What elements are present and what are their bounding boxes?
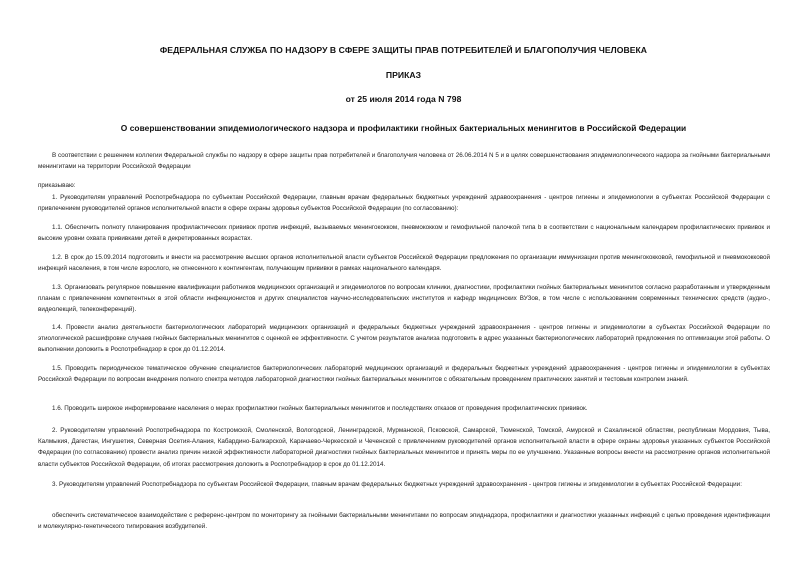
paragraph-1-1: 1.1. Обеспечить полноту планирования профилактических прививок против инфекций, вызываемых менингококком, пневмококком и гемофильной палочкой типа b в соответствии с национальным календарем профилактических прививок и высокие уровни охвата прививками детей в декретированных возрастах. <box>38 224 770 243</box>
paragraph-2: 2. Руководителям управлений Роспотребнадзора по Костромской, Смоленской, Вологодской, Ленинградской, Мурманской, Псковской, Самарской, Тюменской, Томской, Амурской и Сахалинской областям, республикам Мордовия, Тыва, Калмыкия, Дагестан, Ингушетия, Северная Осетия-Алания, Кабардино-Балкарской, Карачаево-Черкесской и Чеченской с привлечением руководителей органов исполнительной власти в сфере охраны здоровья указанных субъектов Российской Федерации (по согласованию) провести анализ причин низкой эффективности лабораторной диагностики гнойных бактериальных менингитов и принять меры по ее улучшению. Указанные вопросы внести на рассмотрение органов исполнительной власти субъектов Российской Федерации, об итогах рассмотрения доложить в Роспотребнадзор в срок до 01.12.2014. <box>38 427 770 468</box>
preamble-paragraph: В соответствии с решением коллегии Федеральной службы по надзору в сфере защиты прав потребителей и благополучия человека от 26.06.2014 N 5 и в целях совершенствования эпидемиологического надзора за гнойными бактериальными менингитами на территории Российской Федерации <box>38 152 770 171</box>
paragraph-3-a: обеспечить систематическое взаимодействие с референс-центром по мониторингу за гнойными бактериальными менингитами по вопросам эпиднадзора, профилактики и диагностики указанных инфекций с целью проведения идентификации и молекулярно-генетического типирования возбудителей. <box>38 512 770 531</box>
paragraph-1-2: 1.2. В срок до 15.09.2014 подготовить и внести на рассмотрение высших органов исполнительной власти субъектов Российской Федерации предложения по организации иммунизации против менингококковой, гемофильной и пневмококковой инфекций населения, в том числе взрослого, не отнесенного к контингентам, получающим прививки в рамках национального календаря. <box>38 254 770 273</box>
document-date-number: от 25 июля 2014 года N 798 <box>345 94 462 104</box>
paragraph-1-5: 1.5. Проводить периодическое тематическое обучение специалистов бактериологических лабораторий медицинских организаций и федеральных бюджетных учреждений здравоохранения - центров гигиены и эпидемиологии в субъектах Российской Федерации по вопросам внедрения полного спектра методов лабораторной диагностики гнойных бактериальных менингитов с обязательным проведением практических занятий и тестовым контролем знаний. <box>38 365 770 384</box>
paragraph-1-3: 1.3. Организовать регулярное повышение квалификации работников медицинских организаций и эпидемиологов по вопросам клиники, диагностики, профилактики гнойных бактериальных менингитов согласно разработанным и утвержденным планам с привлечением компетентных в этой области инфекционистов и других специалистов научно-исследовательских институтов и кафедр медицинских ВУЗов, в том числе с использованием современных технических средств (аудио-, видеолекций, телеконференций). <box>38 284 770 314</box>
agency-heading: ФЕДЕРАЛЬНАЯ СЛУЖБА ПО НАДЗОРУ В СФЕРЕ ЗАЩИТЫ ПРАВ ПОТРЕБИТЕЛЕЙ И БЛАГОПОЛУЧИЯ ЧЕЛОВЕКА <box>159 45 648 55</box>
paragraph-3: 3. Руководителям управлений Роспотребнадзора по субъектам Российской Федерации, главным врачам федеральных бюджетных учреждений здравоохранения - центров гигиены и эпидемиологии в субъектах Российской Федерации: <box>52 481 742 488</box>
document-type: ПРИКАЗ <box>385 70 422 80</box>
paragraph-1-6: 1.6. Проводить широкое информирование населения о мерах профилактики гнойных бактериальных менингитов и последствиях отказов от проведения профилактических прививок. <box>52 405 588 412</box>
paragraph-1-4: 1.4. Провести анализ деятельности бактериологических лабораторий медицинских организаций и федеральных бюджетных учреждений здравоохранения - центров гигиены и эпидемиологии в субъектах Российской Федерации по этиологической расшифровке случаев гнойных бактериальных менингитов с оценкой ее эффективности. С учетом результатов анализа подготовить в адрес указанных бактериологических лабораторий предложения по оптимизации этой работы. О выполнении доложить в Роспотребнадзор в срок до 01.12.2014. <box>38 324 770 354</box>
paragraph-1: 1. Руководителям управлений Роспотребнадзора по субъектам Российской Федерации, главным врачам федеральных бюджетных учреждений здравоохранения - центров гигиены и эпидемиологии в субъектах Российской Федерации с привлечением руководителей органов исполнительной власти в сфере охраны здоровья субъектов Российской Федерации (по согласованию): <box>38 194 770 213</box>
document-title: О совершенствовании эпидемиологического надзора и профилактики гнойных бактериальных менингитов в Российской Федерации <box>120 123 687 133</box>
order-word: приказываю: <box>38 182 76 189</box>
